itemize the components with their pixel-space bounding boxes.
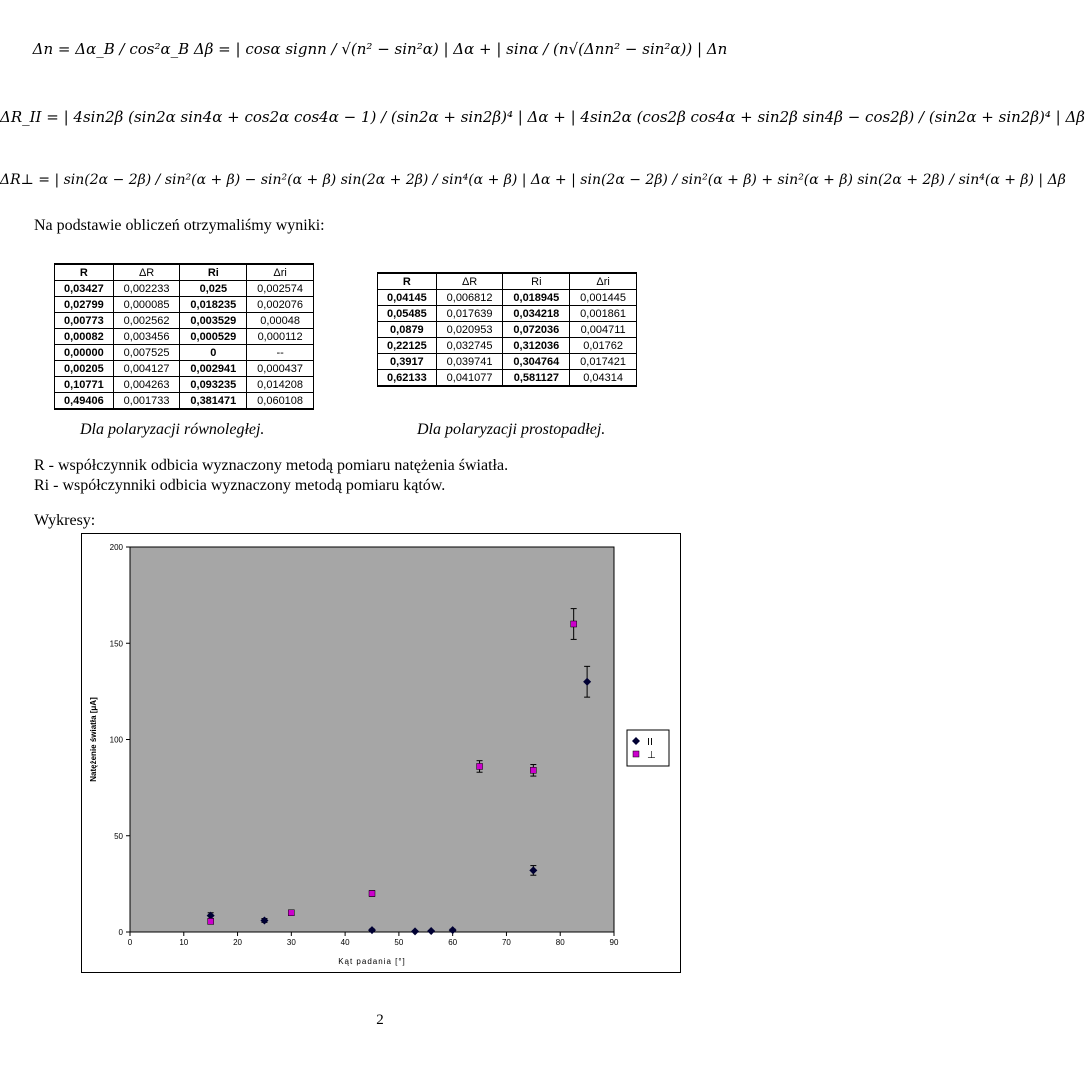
table-row (55, 329, 314, 345)
cell: 0,039741 (436, 354, 503, 370)
cell: 0,017421 (570, 354, 637, 370)
table-row (378, 338, 637, 354)
y-tick-label: 50 (114, 831, 123, 841)
cell: -- (247, 345, 314, 361)
cell: 0,002562 (113, 313, 180, 329)
table-row (55, 313, 314, 329)
table-row (378, 290, 637, 306)
y-tick-label: 100 (109, 735, 123, 745)
table-row (55, 345, 314, 361)
formula-delta-n-delta-beta: Δn = Δα_B / cos²α_B Δβ = | cosα signn / √(n² − sin²α) | Δα + | sinα / (n√(Δnn² − sin²α)) | Δn (32, 40, 728, 58)
y-tick-label: 150 (109, 639, 123, 649)
cell: 0,072036 (503, 322, 570, 338)
cell: 0,060108 (247, 393, 314, 410)
cell: 0,000437 (247, 361, 314, 377)
cell: 0,04145 (378, 290, 437, 306)
x-tick-label: 20 (233, 938, 243, 947)
cell: 0,00082 (55, 329, 114, 345)
cell: 0,00000 (55, 345, 114, 361)
legend-label: II (647, 737, 653, 748)
x-tick-label: 30 (286, 938, 296, 947)
cell: 0,004127 (113, 361, 180, 377)
y-axis-label: Natężenie światła [μA] (89, 697, 98, 782)
cell: 0,000112 (247, 329, 314, 345)
definition-r: R - współczynnik odbicia wyznaczony metodą pomiaru natężenia światła. (34, 457, 509, 474)
cell: 0,00048 (247, 313, 314, 329)
cell: 0,018235 (180, 297, 247, 313)
cell: 0,007525 (113, 345, 180, 361)
x-tick-label: 80 (555, 938, 565, 947)
cell: 0,002574 (247, 281, 314, 297)
x-tick-label: 60 (448, 938, 458, 947)
scatter-chart (82, 534, 680, 972)
cell: 0,10771 (55, 377, 114, 393)
table-row (55, 361, 314, 377)
cell: 0,017639 (436, 306, 503, 322)
cell: 0,381471 (180, 393, 247, 410)
cell: 0,093235 (180, 377, 247, 393)
charts-label: Wykresy: (34, 512, 96, 529)
cell: 0,312036 (503, 338, 570, 354)
chart-frame (81, 533, 681, 973)
x-tick-label: 40 (340, 938, 350, 947)
cell: 0,02799 (55, 297, 114, 313)
intro-text: Na podstawie obliczeń otrzymaliśmy wyniki: (34, 217, 325, 234)
y-tick-label: 200 (109, 543, 123, 552)
cell: 0,3917 (378, 354, 437, 370)
cell: 0,003529 (180, 313, 247, 329)
cell: 0,014208 (247, 377, 314, 393)
table-parallel-polarization (54, 263, 314, 410)
formula-delta-r-parallel: ΔR_II = | 4sin2β (sin2α sin4α + cos2α cos4α − 1) / (sin2α + sin2β)⁴ | Δα + | 4sin2α (cos2β cos4α + sin2β sin4β − cos2β) / (sin2α + sin2β)⁴ | Δβ (0, 108, 1085, 126)
cell: 0,000529 (180, 329, 247, 345)
cell: 0,0879 (378, 322, 437, 338)
cell: 0,002233 (113, 281, 180, 297)
definition-ri: Ri - współczynniki odbicia wyznaczony metodą pomiaru kątów. (34, 477, 446, 494)
cell: 0,49406 (55, 393, 114, 410)
cell: 0,00205 (55, 361, 114, 377)
formula-delta-r-perpendicular: ΔR⊥ = | sin(2α − 2β) / sin²(α + β) − sin²(α + β) sin(2α + 2β) / sin⁴(α + β) | Δα + | sin(2α − 2β) / sin²(α + β) + sin²(α + β) sin(2α + 2β) / sin⁴(α + β) | Δβ (0, 172, 1066, 188)
cell: 0,006812 (436, 290, 503, 306)
page-number: 2 (376, 1012, 384, 1028)
table-row (378, 306, 637, 322)
cell: 0,001861 (570, 306, 637, 322)
legend-label: ⊥ (647, 750, 656, 761)
cell: 0,001733 (113, 393, 180, 410)
cell: 0,00773 (55, 313, 114, 329)
col-header-delta-ri: Δri (570, 273, 637, 290)
col-header-r: R (55, 264, 114, 281)
cell: 0,020953 (436, 322, 503, 338)
data-point-perpendicular (288, 910, 294, 916)
cell: 0,03427 (55, 281, 114, 297)
table-row (378, 354, 637, 370)
cell: 0,62133 (378, 370, 437, 387)
cell: 0,032745 (436, 338, 503, 354)
plot-area (130, 547, 614, 932)
col-header-r: R (378, 273, 437, 290)
table-row (55, 377, 314, 393)
legend-marker-perpendicular (633, 751, 639, 757)
cell: 0,581127 (503, 370, 570, 387)
table-row (378, 370, 637, 387)
x-tick-label: 70 (501, 938, 511, 947)
x-tick-label: 10 (179, 938, 189, 947)
data-point-perpendicular (477, 763, 483, 769)
data-point-perpendicular (208, 918, 214, 924)
cell: 0,018945 (503, 290, 570, 306)
x-axis-label: Kąt padania [°] (338, 957, 406, 966)
y-tick-label: 0 (118, 928, 123, 937)
table-row (55, 393, 314, 410)
col-header-delta-r: ΔR (436, 273, 503, 290)
cell: 0,041077 (436, 370, 503, 387)
col-header-delta-ri: Δri (247, 264, 314, 281)
cell: 0,034218 (503, 306, 570, 322)
data-point-perpendicular (571, 621, 577, 627)
cell: 0,01762 (570, 338, 637, 354)
col-header-delta-r: ΔR (113, 264, 180, 281)
x-tick-label: 90 (609, 938, 619, 947)
data-point-perpendicular (530, 767, 536, 773)
cell: 0,001445 (570, 290, 637, 306)
cell: 0,025 (180, 281, 247, 297)
cell: 0,003456 (113, 329, 180, 345)
cell: 0,004711 (570, 322, 637, 338)
table-perpendicular-polarization (377, 272, 637, 387)
cell: 0,22125 (378, 338, 437, 354)
table-row (378, 322, 637, 338)
caption-parallel: Dla polaryzacji równoległej. (80, 421, 265, 438)
cell: 0,002076 (247, 297, 314, 313)
cell: 0,04314 (570, 370, 637, 387)
cell: 0 (180, 345, 247, 361)
caption-perpendicular: Dla polaryzacji prostopadłej. (417, 421, 606, 438)
cell: 0,05485 (378, 306, 437, 322)
table-row (55, 297, 314, 313)
cell: 0,000085 (113, 297, 180, 313)
col-header-ri: Ri (180, 264, 247, 281)
data-point-perpendicular (369, 891, 375, 897)
cell: 0,304764 (503, 354, 570, 370)
cell: 0,002941 (180, 361, 247, 377)
x-tick-label: 0 (127, 938, 133, 947)
col-header-ri: Ri (503, 273, 570, 290)
x-tick-label: 50 (394, 938, 404, 947)
cell: 0,004263 (113, 377, 180, 393)
table-row (55, 281, 314, 297)
